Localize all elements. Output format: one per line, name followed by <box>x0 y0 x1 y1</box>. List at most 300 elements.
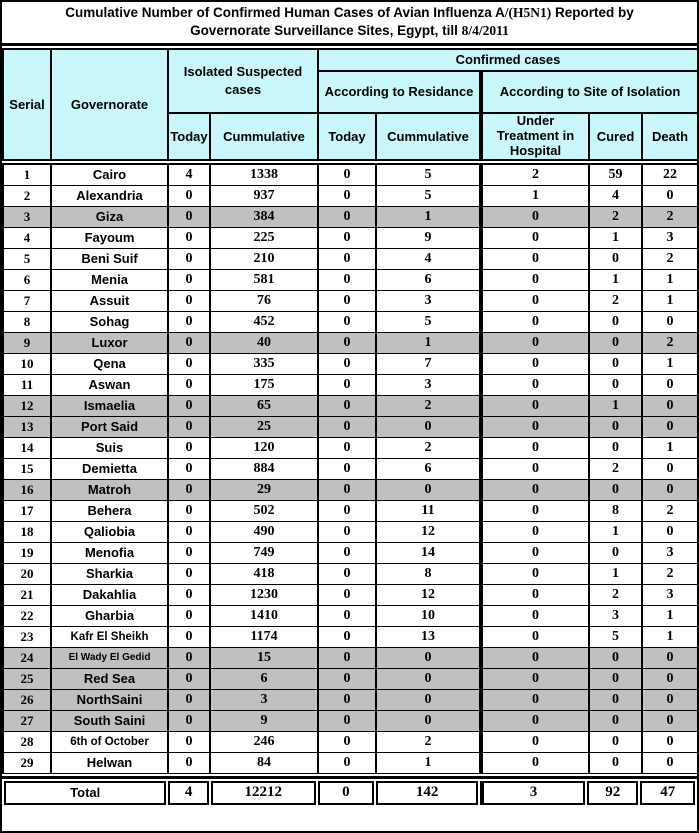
value-cell: 0 <box>318 290 376 311</box>
data-table <box>2 163 699 774</box>
value-cell: 1 <box>642 290 698 311</box>
value-cell: 9 <box>210 710 318 731</box>
value-cell: 0 <box>481 437 589 458</box>
value-cell: 0 <box>376 710 481 731</box>
value-cell: 0 <box>481 563 589 584</box>
governorate-cell: 6th of October <box>51 731 168 752</box>
value-cell: 0 <box>168 269 210 290</box>
serial-cell: 13 <box>3 416 51 437</box>
value-cell: 2 <box>481 164 589 186</box>
table-row <box>3 290 698 311</box>
value-cell: 0 <box>589 752 642 773</box>
value-cell: 0 <box>168 332 210 353</box>
value-cell: 0 <box>481 332 589 353</box>
governorate-cell: Kafr El Sheikh <box>51 626 168 647</box>
value-cell: 0 <box>481 584 589 605</box>
governorate-cell: Red Sea <box>51 668 168 689</box>
table-row <box>3 605 698 626</box>
value-cell: 0 <box>481 458 589 479</box>
value-cell: 0 <box>318 668 376 689</box>
value-cell: 65 <box>210 395 318 416</box>
total-cummulative-suspected: 12212 <box>211 781 316 805</box>
governorate-cell: Cairo <box>51 164 168 186</box>
table-row <box>3 647 698 668</box>
value-cell: 0 <box>589 542 642 563</box>
title-text: Governorate Surveillance Sites, Egypt, till <box>190 23 462 38</box>
governorate-cell: Menofia <box>51 542 168 563</box>
value-cell: 0 <box>481 689 589 710</box>
report-title <box>2 2 697 46</box>
table-row <box>3 269 698 290</box>
value-cell: 6 <box>376 269 481 290</box>
governorate-cell: Gharbia <box>51 605 168 626</box>
value-cell: 0 <box>481 269 589 290</box>
value-cell: 0 <box>376 689 481 710</box>
table-row <box>3 584 698 605</box>
total-death: 47 <box>640 781 695 805</box>
serial-cell: 24 <box>3 647 51 668</box>
governorate-cell: Behera <box>51 500 168 521</box>
value-cell: 13 <box>376 626 481 647</box>
value-cell: 84 <box>210 752 318 773</box>
table-row <box>3 164 698 186</box>
value-cell: 0 <box>168 395 210 416</box>
value-cell: 0 <box>642 458 698 479</box>
value-cell: 0 <box>642 521 698 542</box>
value-cell: 0 <box>168 626 210 647</box>
value-cell: 225 <box>210 227 318 248</box>
value-cell: 0 <box>318 416 376 437</box>
value-cell: 0 <box>318 248 376 269</box>
col-header-cummulative-suspected: Cummulative <box>210 113 318 160</box>
serial-cell: 2 <box>3 185 51 206</box>
table-row <box>3 395 698 416</box>
table-row <box>3 626 698 647</box>
total-today-suspected: 4 <box>168 781 208 805</box>
serial-cell: 15 <box>3 458 51 479</box>
value-cell: 0 <box>168 311 210 332</box>
value-cell: 452 <box>210 311 318 332</box>
value-cell: 0 <box>376 479 481 500</box>
value-cell: 0 <box>318 542 376 563</box>
governorate-cell: Menia <box>51 269 168 290</box>
value-cell: 10 <box>376 605 481 626</box>
value-cell: 5 <box>376 311 481 332</box>
value-cell: 2 <box>376 731 481 752</box>
value-cell: 335 <box>210 353 318 374</box>
table-row <box>3 458 698 479</box>
col-header-governorate: Governorate <box>51 49 168 160</box>
value-cell: 12 <box>376 584 481 605</box>
governorate-cell: Alexandria <box>51 185 168 206</box>
value-cell: 0 <box>318 752 376 773</box>
serial-cell: 9 <box>3 332 51 353</box>
value-cell: 1230 <box>210 584 318 605</box>
value-cell: 0 <box>318 395 376 416</box>
value-cell: 246 <box>210 731 318 752</box>
governorate-cell: Ismaelia <box>51 395 168 416</box>
value-cell: 2 <box>642 248 698 269</box>
value-cell: 0 <box>168 290 210 311</box>
col-header-death: Death <box>642 113 698 160</box>
value-cell: 0 <box>168 185 210 206</box>
total-cummulative-residence: 142 <box>376 781 478 805</box>
value-cell: 210 <box>210 248 318 269</box>
value-cell: 1174 <box>210 626 318 647</box>
title-text: Reported by <box>551 5 634 20</box>
value-cell: 2 <box>642 500 698 521</box>
value-cell: 40 <box>210 332 318 353</box>
value-cell: 0 <box>168 605 210 626</box>
value-cell: 12 <box>376 521 481 542</box>
table-row <box>3 710 698 731</box>
serial-cell: 22 <box>3 605 51 626</box>
table-row <box>3 752 698 773</box>
value-cell: 2 <box>376 395 481 416</box>
value-cell: 0 <box>481 731 589 752</box>
value-cell: 76 <box>210 290 318 311</box>
value-cell: 884 <box>210 458 318 479</box>
value-cell: 0 <box>642 752 698 773</box>
value-cell: 0 <box>318 353 376 374</box>
value-cell: 0 <box>481 521 589 542</box>
serial-cell: 16 <box>3 479 51 500</box>
serial-cell: 21 <box>3 584 51 605</box>
total-today-residence: 0 <box>318 781 375 805</box>
value-cell: 0 <box>481 227 589 248</box>
value-cell: 1 <box>376 752 481 773</box>
value-cell: 0 <box>168 752 210 773</box>
value-cell: 1338 <box>210 164 318 186</box>
serial-cell: 4 <box>3 227 51 248</box>
serial-cell: 17 <box>3 500 51 521</box>
governorate-cell: Dakahlia <box>51 584 168 605</box>
value-cell: 0 <box>481 353 589 374</box>
value-cell: 0 <box>481 752 589 773</box>
value-cell: 3 <box>642 584 698 605</box>
value-cell: 0 <box>318 647 376 668</box>
governorate-cell: Demietta <box>51 458 168 479</box>
value-cell: 0 <box>168 353 210 374</box>
value-cell: 0 <box>481 647 589 668</box>
value-cell: 2 <box>642 206 698 227</box>
value-cell: 0 <box>168 647 210 668</box>
value-cell: 0 <box>481 248 589 269</box>
value-cell: 0 <box>481 668 589 689</box>
serial-cell: 12 <box>3 395 51 416</box>
value-cell: 0 <box>589 416 642 437</box>
table-row <box>3 542 698 563</box>
value-cell: 0 <box>168 416 210 437</box>
value-cell: 0 <box>481 500 589 521</box>
serial-cell: 20 <box>3 563 51 584</box>
value-cell: 1 <box>481 185 589 206</box>
value-cell: 0 <box>318 563 376 584</box>
value-cell: 15 <box>210 647 318 668</box>
value-cell: 0 <box>642 374 698 395</box>
value-cell: 0 <box>318 374 376 395</box>
col-header-isolated-suspected: Isolated Suspected cases <box>168 49 318 113</box>
table-row <box>3 227 698 248</box>
value-cell: 0 <box>168 206 210 227</box>
col-header-cummulative-residence: Cummulative <box>376 113 481 160</box>
value-cell: 0 <box>642 647 698 668</box>
value-cell: 1410 <box>210 605 318 626</box>
value-cell: 9 <box>376 227 481 248</box>
value-cell: 0 <box>481 605 589 626</box>
value-cell: 1 <box>589 227 642 248</box>
serial-cell: 8 <box>3 311 51 332</box>
governorate-cell: NorthSaini <box>51 689 168 710</box>
value-cell: 0 <box>376 668 481 689</box>
governorate-cell: Fayoum <box>51 227 168 248</box>
value-cell: 0 <box>481 290 589 311</box>
value-cell: 4 <box>589 185 642 206</box>
title-line-2 <box>6 22 693 40</box>
value-cell: 8 <box>376 563 481 584</box>
value-cell: 0 <box>589 248 642 269</box>
value-cell: 3 <box>376 290 481 311</box>
table-row <box>3 689 698 710</box>
value-cell: 0 <box>481 479 589 500</box>
value-cell: 0 <box>318 311 376 332</box>
value-cell: 0 <box>589 437 642 458</box>
col-header-confirmed: Confirmed cases <box>318 49 698 71</box>
value-cell: 0 <box>168 731 210 752</box>
value-cell: 4 <box>376 248 481 269</box>
value-cell: 1 <box>376 332 481 353</box>
value-cell: 2 <box>589 290 642 311</box>
value-cell: 4 <box>168 164 210 186</box>
value-cell: 0 <box>376 416 481 437</box>
value-cell: 5 <box>376 164 481 186</box>
value-cell: 1 <box>642 605 698 626</box>
value-cell: 59 <box>589 164 642 186</box>
governorate-cell: Giza <box>51 206 168 227</box>
total-row <box>2 781 697 805</box>
value-cell: 5 <box>589 626 642 647</box>
value-cell: 490 <box>210 521 318 542</box>
value-cell: 0 <box>168 563 210 584</box>
value-cell: 0 <box>168 584 210 605</box>
value-cell: 0 <box>318 731 376 752</box>
value-cell: 0 <box>168 500 210 521</box>
value-cell: 0 <box>318 626 376 647</box>
value-cell: 0 <box>481 710 589 731</box>
table-row <box>3 374 698 395</box>
value-cell: 502 <box>210 500 318 521</box>
value-cell: 0 <box>318 710 376 731</box>
value-cell: 0 <box>589 374 642 395</box>
value-cell: 0 <box>481 416 589 437</box>
value-cell: 0 <box>642 668 698 689</box>
value-cell: 0 <box>318 332 376 353</box>
value-cell: 0 <box>168 542 210 563</box>
title-date: 8/4/2011 <box>461 23 509 38</box>
serial-cell: 10 <box>3 353 51 374</box>
value-cell: 0 <box>318 164 376 186</box>
value-cell: 0 <box>168 710 210 731</box>
table-row <box>3 500 698 521</box>
table-row <box>3 479 698 500</box>
table-row <box>3 563 698 584</box>
data-rows <box>3 164 698 774</box>
value-cell: 0 <box>589 353 642 374</box>
value-cell: 0 <box>589 710 642 731</box>
value-cell: 0 <box>481 542 589 563</box>
value-cell: 22 <box>642 164 698 186</box>
value-cell: 25 <box>210 416 318 437</box>
value-cell: 0 <box>318 521 376 542</box>
value-cell: 3 <box>210 689 318 710</box>
value-cell: 0 <box>168 248 210 269</box>
value-cell: 29 <box>210 479 318 500</box>
table-row <box>3 416 698 437</box>
col-header-today-residence: Today <box>318 113 376 160</box>
value-cell: 0 <box>318 584 376 605</box>
value-cell: 2 <box>642 563 698 584</box>
value-cell: 0 <box>481 374 589 395</box>
value-cell: 0 <box>168 374 210 395</box>
value-cell: 0 <box>589 647 642 668</box>
serial-cell: 19 <box>3 542 51 563</box>
table-row <box>3 206 698 227</box>
value-cell: 3 <box>376 374 481 395</box>
col-header-today-suspected: Today <box>168 113 210 160</box>
value-cell: 0 <box>168 521 210 542</box>
governorate-cell: Qena <box>51 353 168 374</box>
value-cell: 0 <box>481 626 589 647</box>
governorate-cell: El Wady El Gedid <box>51 647 168 668</box>
value-cell: 0 <box>318 479 376 500</box>
serial-cell: 23 <box>3 626 51 647</box>
governorate-cell: Sharkia <box>51 563 168 584</box>
value-cell: 2 <box>589 458 642 479</box>
serial-cell: 25 <box>3 668 51 689</box>
total-label: Total <box>4 781 166 805</box>
col-header-according-isolation: According to Site of Isolation <box>481 71 698 113</box>
value-cell: 0 <box>168 458 210 479</box>
value-cell: 120 <box>210 437 318 458</box>
serial-cell: 14 <box>3 437 51 458</box>
value-cell: 0 <box>318 689 376 710</box>
table-row <box>3 668 698 689</box>
value-cell: 937 <box>210 185 318 206</box>
value-cell: 5 <box>376 185 481 206</box>
col-header-serial: Serial <box>3 49 51 160</box>
table-row <box>3 185 698 206</box>
title-strain: /(H5N1) <box>504 5 552 20</box>
value-cell: 1 <box>642 353 698 374</box>
value-cell: 1 <box>589 395 642 416</box>
title-text: Cumulative Number of Confirmed Human Cases of Avian Influenza A <box>65 5 505 20</box>
table-row <box>3 353 698 374</box>
governorate-cell: Sohag <box>51 311 168 332</box>
table-row <box>3 311 698 332</box>
value-cell: 0 <box>589 689 642 710</box>
value-cell: 0 <box>318 227 376 248</box>
value-cell: 1 <box>642 626 698 647</box>
value-cell: 384 <box>210 206 318 227</box>
value-cell: 2 <box>589 206 642 227</box>
table-row <box>3 248 698 269</box>
value-cell: 7 <box>376 353 481 374</box>
value-cell: 0 <box>168 668 210 689</box>
header-table <box>2 48 699 161</box>
value-cell: 3 <box>642 227 698 248</box>
governorate-cell: Helwan <box>51 752 168 773</box>
serial-cell: 11 <box>3 374 51 395</box>
serial-cell: 26 <box>3 689 51 710</box>
serial-cell: 6 <box>3 269 51 290</box>
governorate-cell: Matroh <box>51 479 168 500</box>
value-cell: 1 <box>589 563 642 584</box>
value-cell: 0 <box>589 332 642 353</box>
serial-cell: 5 <box>3 248 51 269</box>
value-cell: 0 <box>642 689 698 710</box>
value-cell: 0 <box>168 689 210 710</box>
serial-cell: 18 <box>3 521 51 542</box>
table-row <box>3 332 698 353</box>
col-header-cured: Cured <box>589 113 642 160</box>
governorate-cell: Luxor <box>51 332 168 353</box>
value-cell: 3 <box>589 605 642 626</box>
serial-cell: 1 <box>3 164 51 186</box>
value-cell: 2 <box>642 332 698 353</box>
value-cell: 0 <box>168 479 210 500</box>
value-cell: 418 <box>210 563 318 584</box>
value-cell: 581 <box>210 269 318 290</box>
value-cell: 0 <box>589 731 642 752</box>
value-cell: 0 <box>481 206 589 227</box>
table-row <box>3 521 698 542</box>
value-cell: 0 <box>589 479 642 500</box>
value-cell: 175 <box>210 374 318 395</box>
value-cell: 3 <box>642 542 698 563</box>
value-cell: 0 <box>589 668 642 689</box>
value-cell: 0 <box>168 437 210 458</box>
value-cell: 0 <box>642 185 698 206</box>
value-cell: 0 <box>642 731 698 752</box>
value-cell: 6 <box>210 668 318 689</box>
total-cured: 92 <box>587 781 638 805</box>
governorate-cell: Qaliobia <box>51 521 168 542</box>
value-cell: 2 <box>589 584 642 605</box>
value-cell: 1 <box>642 437 698 458</box>
value-cell: 1 <box>589 521 642 542</box>
value-cell: 0 <box>318 206 376 227</box>
value-cell: 0 <box>642 395 698 416</box>
value-cell: 1 <box>376 206 481 227</box>
value-cell: 0 <box>318 269 376 290</box>
value-cell: 0 <box>589 311 642 332</box>
value-cell: 11 <box>376 500 481 521</box>
governorate-cell: Assuit <box>51 290 168 311</box>
governorate-cell: Beni Suif <box>51 248 168 269</box>
serial-cell: 27 <box>3 710 51 731</box>
governorate-cell: Port Said <box>51 416 168 437</box>
governorate-cell: Aswan <box>51 374 168 395</box>
value-cell: 0 <box>168 227 210 248</box>
value-cell: 0 <box>376 647 481 668</box>
value-cell: 749 <box>210 542 318 563</box>
value-cell: 1 <box>642 269 698 290</box>
value-cell: 0 <box>642 710 698 731</box>
serial-cell: 7 <box>3 290 51 311</box>
value-cell: 0 <box>318 437 376 458</box>
value-cell: 1 <box>589 269 642 290</box>
serial-cell: 3 <box>3 206 51 227</box>
